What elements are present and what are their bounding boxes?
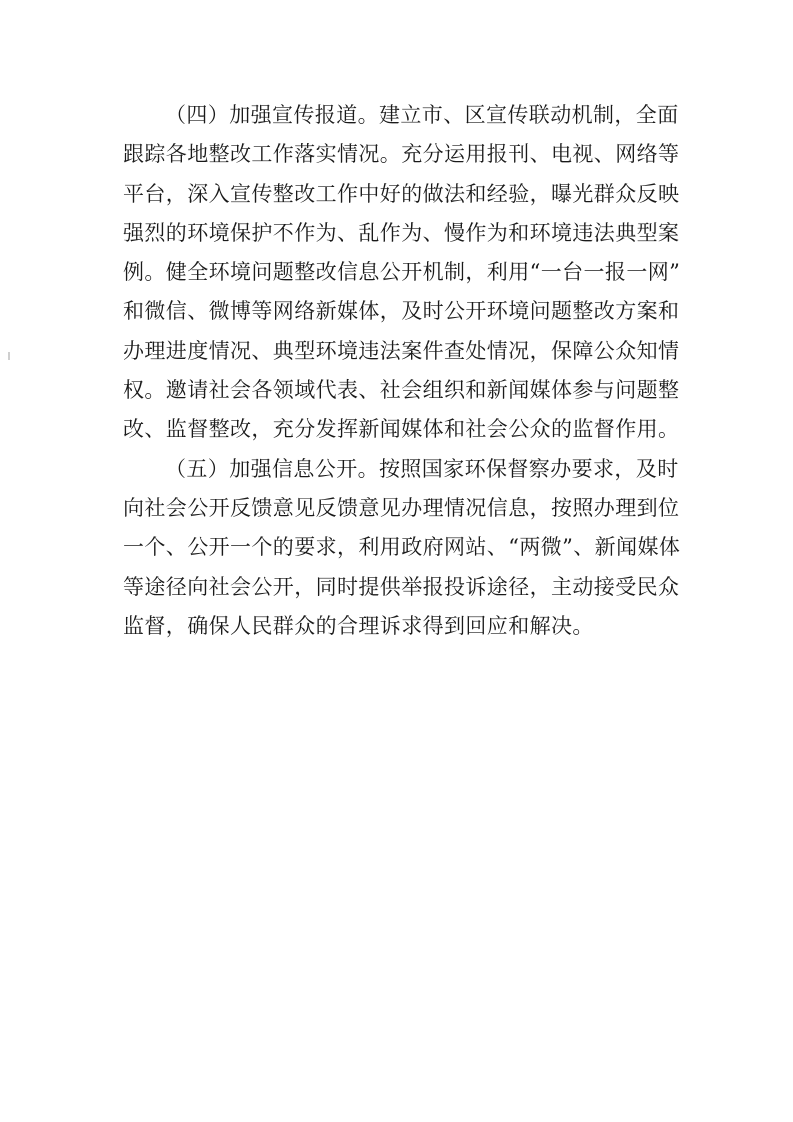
scan-margin-mark xyxy=(8,352,10,360)
paragraph-line: 监督，确保人民群众的合理诉求得到回应和解决。 xyxy=(123,613,594,638)
body-text xyxy=(123,96,693,646)
paragraph-line: 一个、公开一个的要求，利用政府网站、“两微”、新闻媒体 xyxy=(123,535,681,560)
paragraph-line: 改、监督整改，充分发挥新闻媒体和社会公众的监督作用。 xyxy=(123,417,680,442)
paragraph-line: （五）加强信息公开。按照国家环保督察办要求，及时 xyxy=(165,456,679,481)
paragraph-line: 平台，深入宣传整改工作中好的做法和经验，曝光群众反映 xyxy=(123,181,680,206)
paragraph-line: 跟踪各地整改工作落实情况。充分运用报刊、电视、网络等 xyxy=(123,142,680,167)
paragraph-line: 向社会公开反馈意见反馈意见办理情况信息，按照办理到位 xyxy=(123,495,680,520)
paragraph-line: 办理进度情况、典型环境违法案件查处情况，保障公众知情 xyxy=(123,338,680,363)
paragraph-line: 例。健全环境问题整改信息公开机制，利用“一台一报一网” xyxy=(123,260,681,285)
paragraph-line: 强烈的环境保护不作为、乱作为、慢作为和环境违法典型案 xyxy=(123,220,680,245)
paragraph-section-5 xyxy=(123,450,693,646)
paragraph-section-4 xyxy=(123,96,693,450)
paragraph-line: 权。邀请社会各领域代表、社会组织和新闻媒体参与问题整 xyxy=(123,378,680,403)
paragraph-line: 等途径向社会公开，同时提供举报投诉途径，主动接受民众 xyxy=(123,574,680,599)
paragraph-line: 和微信、微博等网络新媒体，及时公开环境问题整改方案和 xyxy=(123,299,680,324)
paragraph-line: （四）加强宣传报道。建立市、区宣传联动机制，全面 xyxy=(165,103,679,127)
